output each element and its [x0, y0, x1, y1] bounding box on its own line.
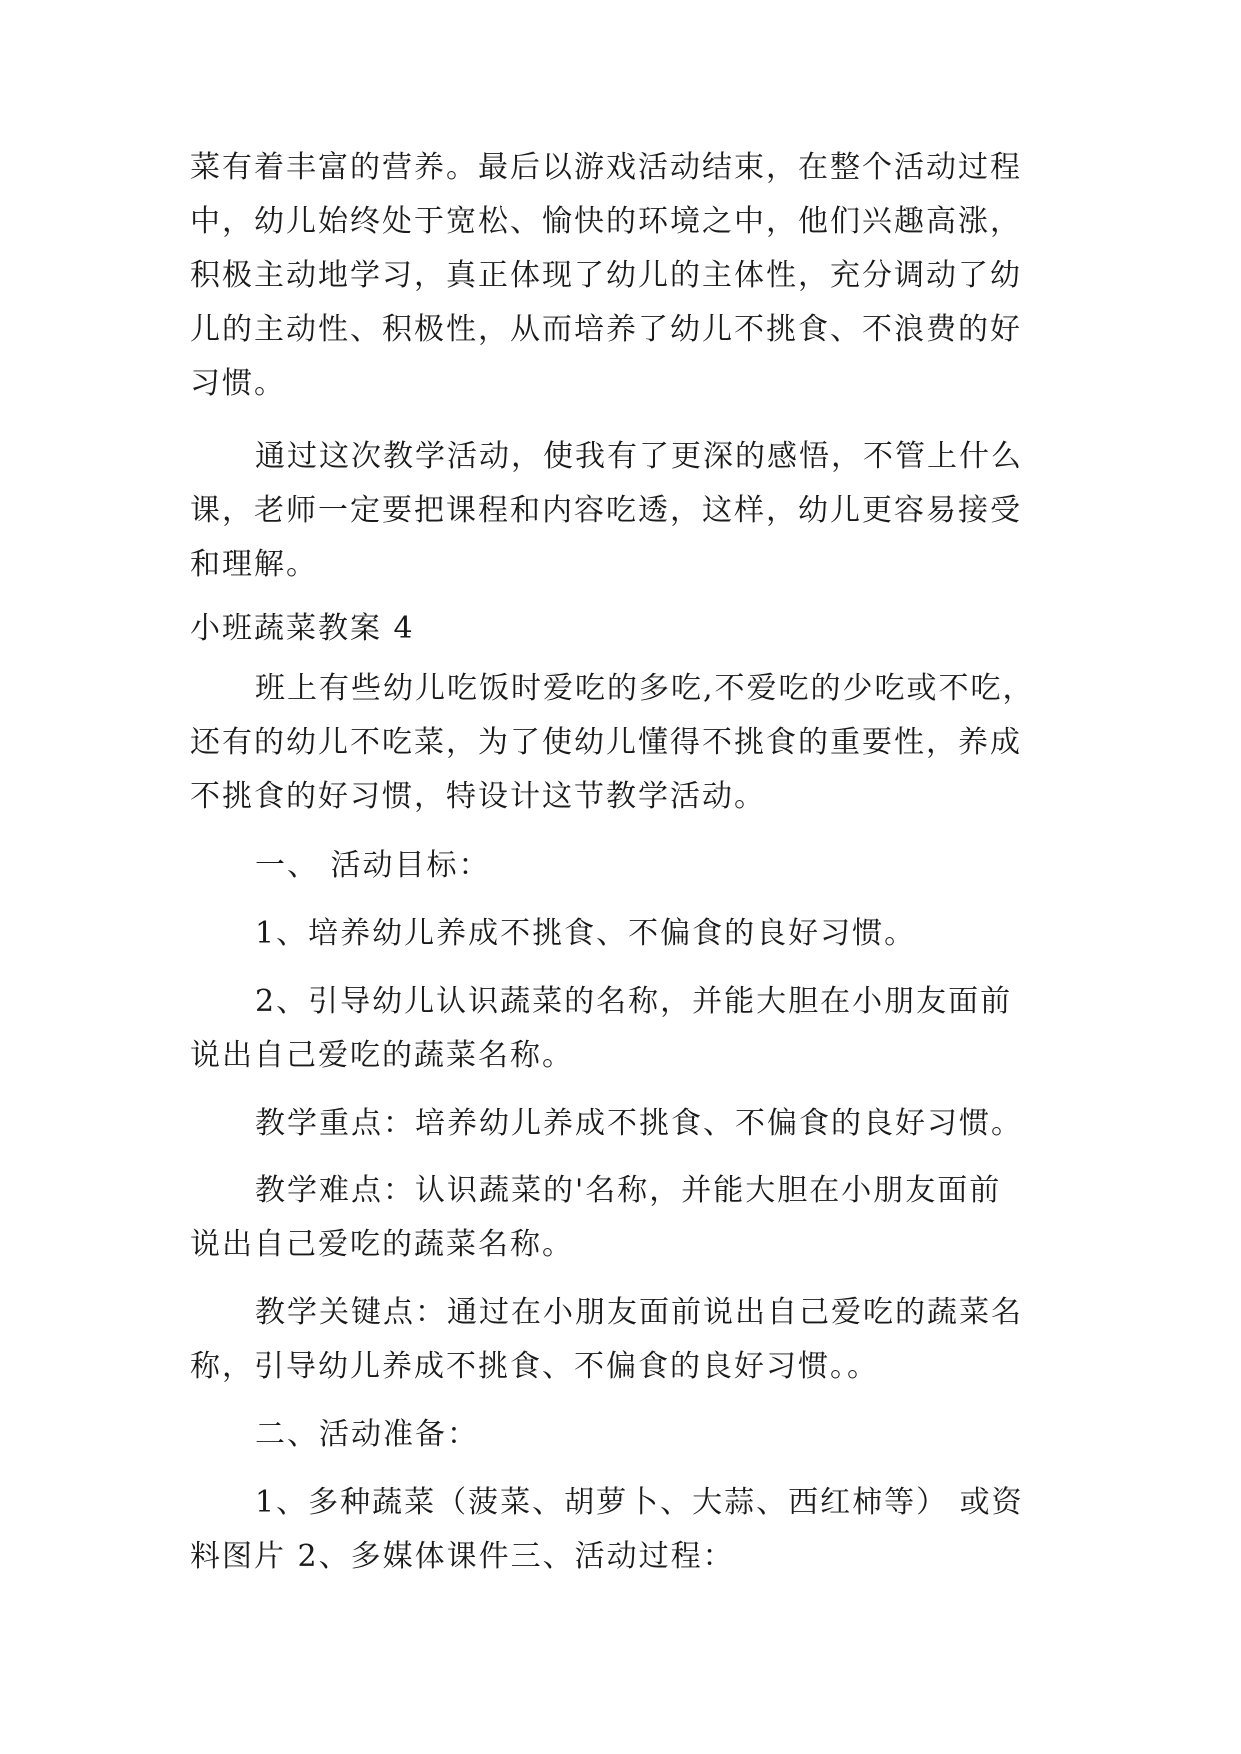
text-line: 和理解。 — [190, 547, 318, 582]
text-line: 课，老师一定要把课程和内容吃透，这样，幼儿更容易接受 — [190, 493, 1022, 528]
list-item: 1、培养幼儿养成不挑食、不偏食的良好习惯。 — [255, 916, 917, 951]
paragraph-first-line: 通过这次教学活动，使我有了更深的感悟，不管上什么 — [255, 439, 1023, 474]
text-line: 菜有着丰富的营养。最后以游戏活动结束，在整个活动过程 — [190, 150, 1022, 185]
text-line: 说出自己爱吃的蔬菜名称。 — [190, 1227, 574, 1262]
text-line: 习惯。 — [190, 366, 286, 401]
difficult-point: 教学难点：认识蔬菜的'名称，并能大胆在小朋友面前 — [255, 1173, 1002, 1208]
subheading-goals: 一、 活动目标： — [255, 848, 491, 883]
paragraph-first-line: 班上有些幼儿吃饭时爱吃的多吃,不爱吃的少吃或不吃， — [255, 671, 1035, 706]
critical-point: 教学关键点：通过在小朋友面前说出自己爱吃的蔬菜名 — [255, 1295, 1023, 1330]
key-point: 教学重点：培养幼儿养成不挑食、不偏食的良好习惯。 — [255, 1106, 1023, 1141]
text-line: 料图片 2、多媒体课件三、活动过程： — [190, 1539, 735, 1574]
text-line: 说出自己爱吃的蔬菜名称。 — [190, 1038, 574, 1073]
text-line: 不挑食的好习惯，特设计这节教学活动。 — [190, 779, 766, 814]
subheading-preparation: 二、活动准备： — [255, 1417, 479, 1452]
text-line: 中，幼儿始终处于宽松、愉快的环境之中，他们兴趣高涨， — [190, 204, 1022, 239]
text-line: 还有的幼儿不吃菜，为了使幼儿懂得不挑食的重要性，养成 — [190, 725, 1022, 760]
text-line: 儿的主动性、积极性，从而培养了幼儿不挑食、不浪费的好 — [190, 312, 1022, 347]
section-heading: 小班蔬菜教案 4 — [190, 611, 415, 646]
list-item: 1、多种蔬菜（菠菜、胡萝卜、大蒜、西红柿等） 或资 — [255, 1485, 1024, 1520]
text-line: 称，引导幼儿养成不挑食、不偏食的良好习惯。。 — [190, 1349, 879, 1384]
text-line: 积极主动地学习，真正体现了幼儿的主体性，充分调动了幼 — [190, 258, 1022, 293]
list-item: 2、引导幼儿认识蔬菜的名称，并能大胆在小朋友面前 — [255, 984, 1013, 1019]
